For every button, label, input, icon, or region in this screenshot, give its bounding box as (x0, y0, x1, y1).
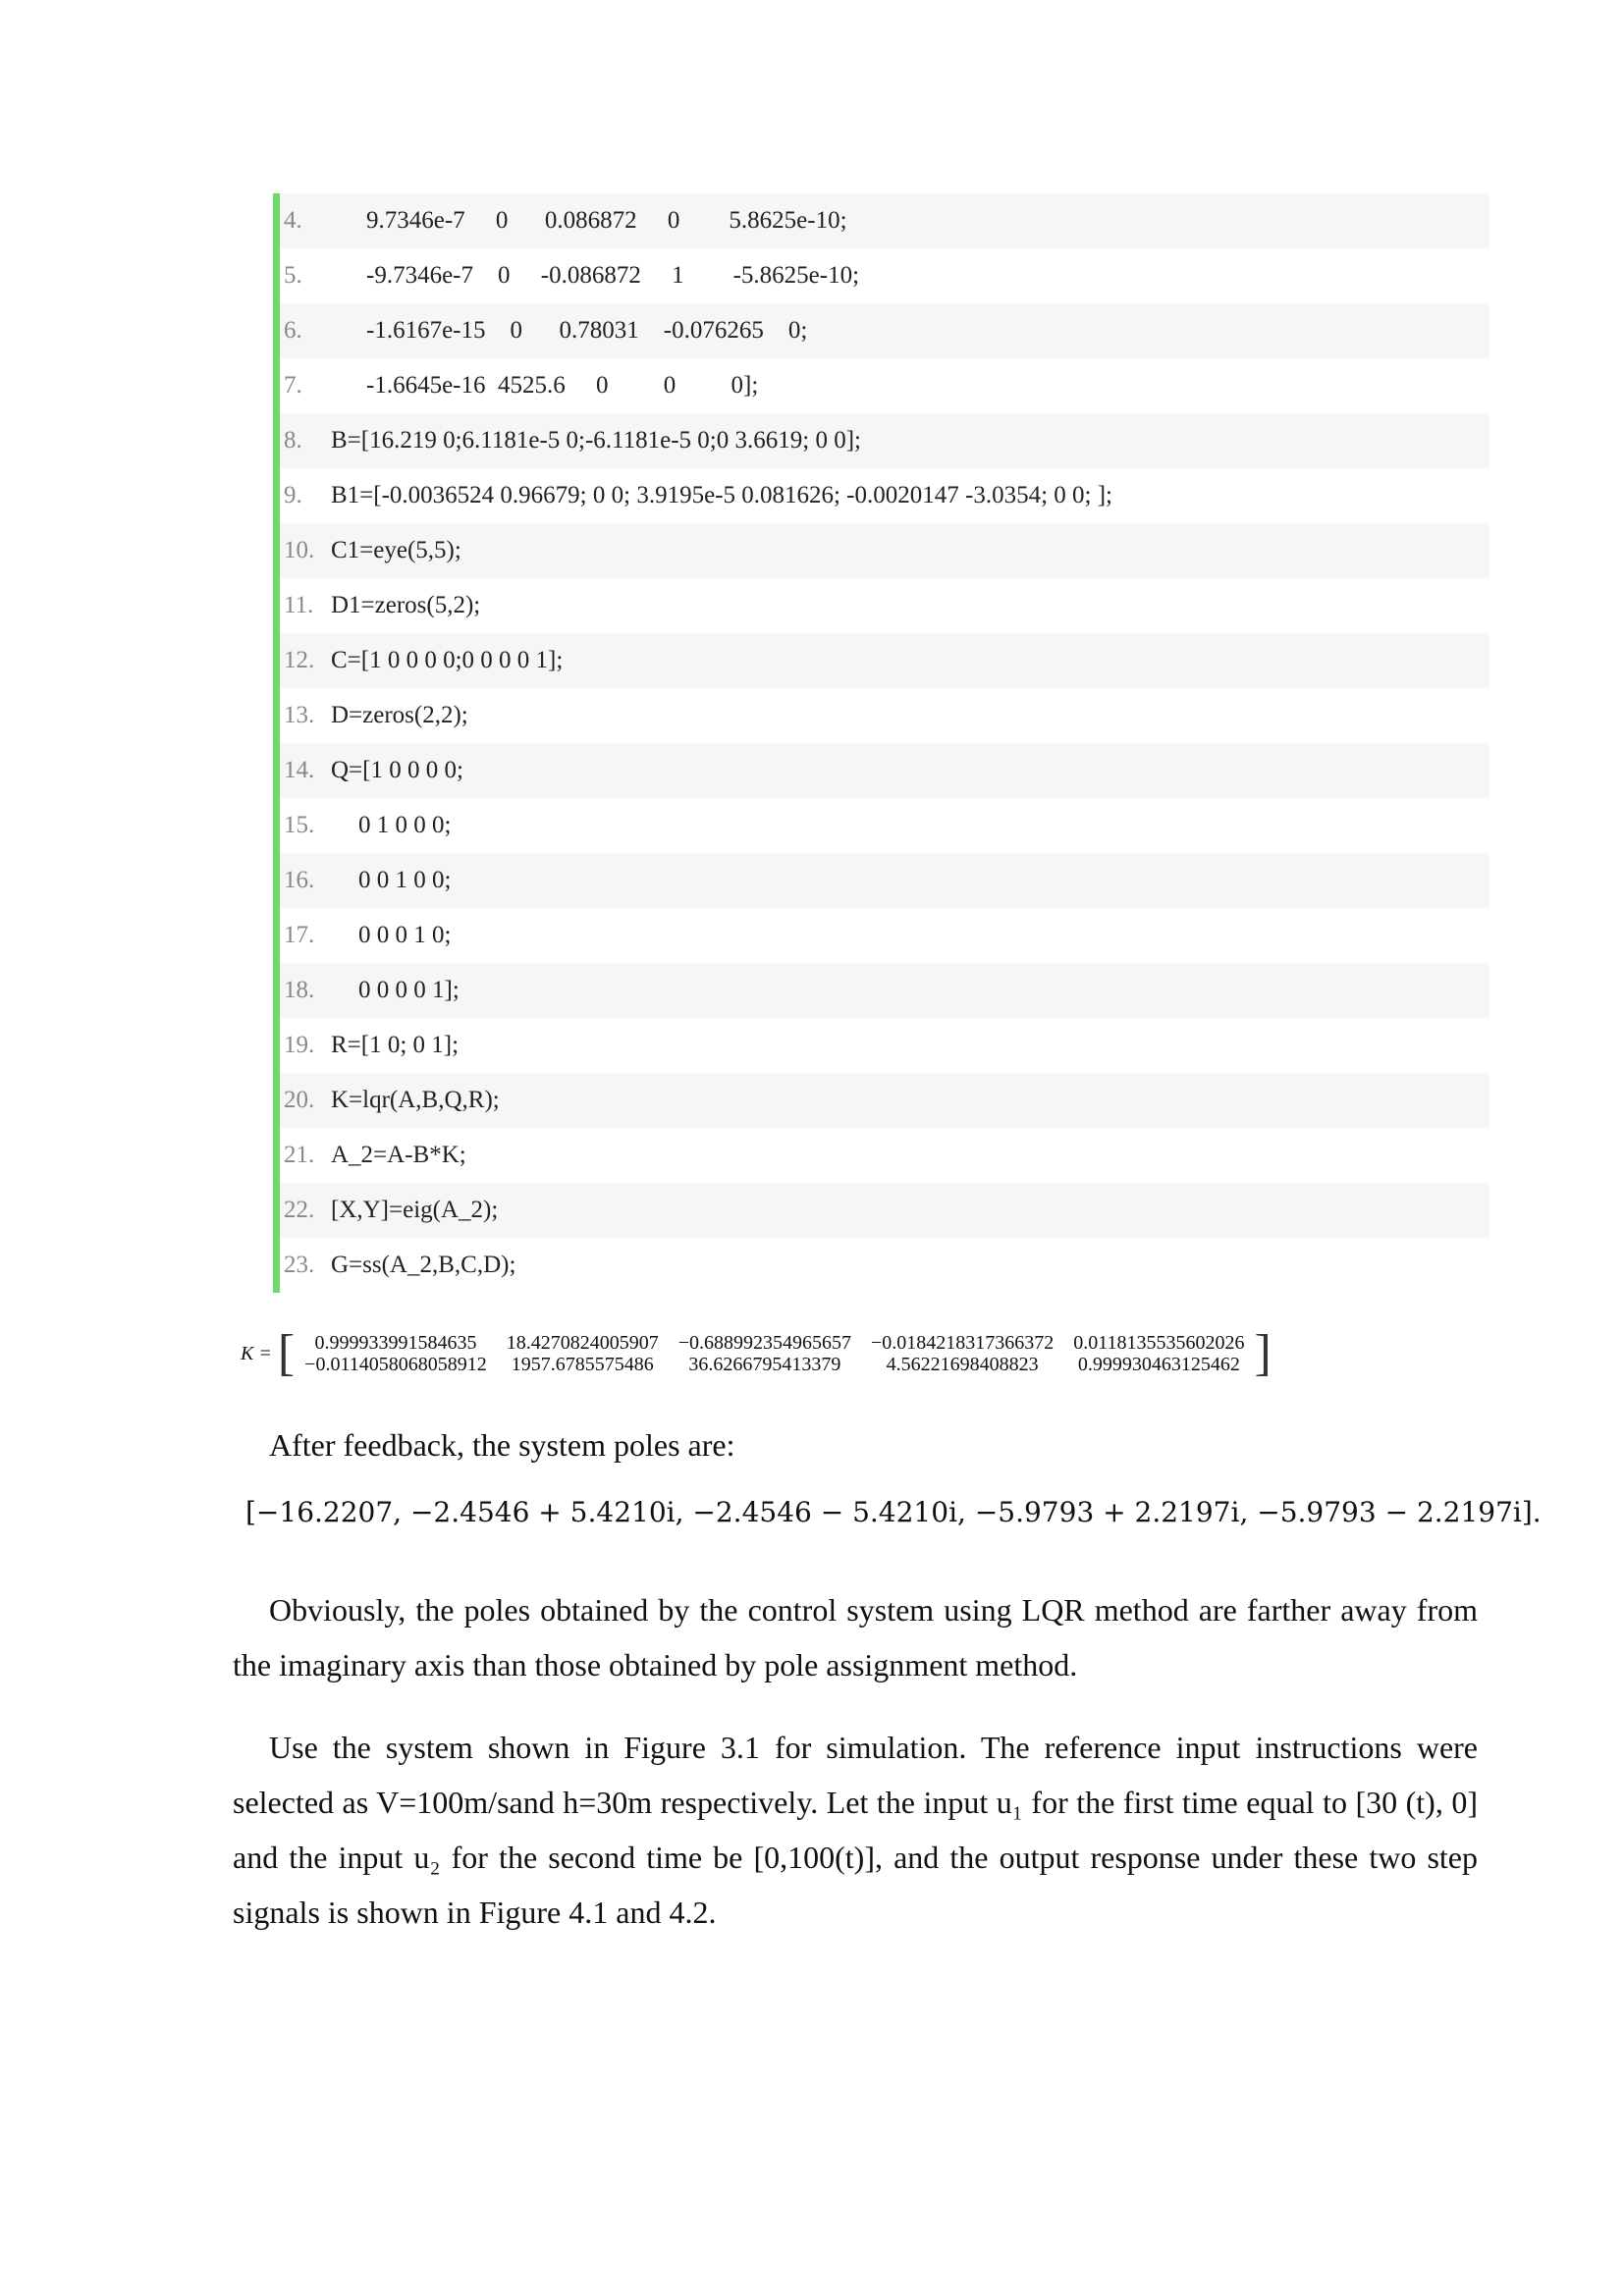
line-number: 9. (284, 482, 302, 508)
code-text: B=[16.219 0;6.1181e-5 0;-6.1181e-5 0;0 3.6619; 0 0]; (331, 427, 861, 454)
line-number: 7. (284, 372, 302, 399)
line-number: 14. (284, 757, 315, 783)
code-block (273, 193, 1489, 1293)
k-matrix-cell: 36.6266795413379 (688, 1354, 841, 1375)
code-line (280, 1238, 1489, 1293)
right-bracket: ] (1254, 1325, 1272, 1381)
code-line (280, 248, 1489, 303)
poles-equation: [−16.2207, −2.4546 + 5.4210i, −2.4546 − 5.4210i, −5.9793 + 2.2197i, −5.9793 − 2.2197i]. (245, 1496, 1542, 1528)
line-number: 13. (284, 702, 315, 728)
code-line (280, 743, 1489, 798)
code-line (280, 798, 1489, 853)
k-matrix-row (295, 1332, 1254, 1354)
k-matrix-cell: 0.999933991584635 (314, 1332, 477, 1354)
code-line (280, 523, 1489, 578)
k-matrix-cell: 0.999930463125462 (1077, 1354, 1240, 1375)
k-matrix-row (295, 1354, 1254, 1375)
line-number: 8. (284, 427, 302, 454)
line-number: 17. (284, 922, 315, 948)
k-matrix-cell: −0.688992354965657 (677, 1332, 851, 1354)
code-text: G=ss(A_2,B,C,D); (331, 1252, 516, 1278)
code-text: D=zeros(2,2); (331, 702, 468, 728)
code-text: Q=[1 0 0 0 0; (331, 757, 463, 783)
line-number: 12. (284, 647, 315, 673)
code-line (280, 578, 1489, 633)
k-matrix-cell: 4.56221698408823 (886, 1354, 1039, 1375)
code-text: C=[1 0 0 0 0;0 0 0 0 1]; (331, 647, 564, 673)
left-bracket: [ (277, 1325, 296, 1381)
line-number: 23. (284, 1252, 315, 1278)
code-text: B1=[-0.0036524 0.96679; 0 0; 3.9195e-5 0.081626; -0.0020147 -3.0354; 0 0; ]; (331, 482, 1112, 508)
code-text: -9.7346e-7 0 -0.086872 1 -5.8625e-10; (366, 262, 860, 289)
k-matrix-cell: −0.0114058068058912 (304, 1354, 487, 1375)
line-number: 21. (284, 1142, 315, 1168)
k-matrix-label: K = (241, 1342, 272, 1364)
line-number: 5. (284, 262, 302, 289)
code-text: [X,Y]=eig(A_2); (331, 1197, 499, 1223)
line-number: 10. (284, 537, 315, 563)
line-number: 11. (284, 592, 314, 618)
line-number: 6. (284, 317, 302, 344)
code-line (280, 1073, 1489, 1128)
code-line (280, 1128, 1489, 1183)
code-line (280, 413, 1489, 468)
line-number: 20. (284, 1087, 315, 1113)
k-matrix-cell: −0.0184218317366372 (871, 1332, 1055, 1354)
code-line (280, 358, 1489, 413)
paragraph-comparison: Obviously, the poles obtained by the control system using LQR method are farther away from the imaginary axis than those obtained by pole assignment method. (233, 1592, 1478, 1682)
code-line (280, 853, 1489, 908)
code-line (280, 688, 1489, 743)
code-line (280, 303, 1489, 358)
code-line (280, 963, 1489, 1018)
k-matrix-cell: 18.4270824005907 (506, 1332, 659, 1354)
k-matrix-cell: 1957.6785575486 (511, 1354, 654, 1375)
k-matrix-cell: 0.0118135535602026 (1073, 1332, 1245, 1354)
code-text: 0 0 0 1 0; (358, 922, 452, 948)
line-number: 18. (284, 977, 315, 1003)
line-number: 15. (284, 812, 315, 838)
line-number: 19. (284, 1032, 315, 1058)
code-line (280, 193, 1489, 248)
code-line (280, 1183, 1489, 1238)
line-number: 4. (284, 207, 302, 234)
line-number: 16. (284, 867, 315, 893)
code-text: D1=zeros(5,2); (331, 592, 481, 618)
code-line (280, 468, 1489, 523)
code-text: C1=eye(5,5); (331, 537, 461, 563)
code-text: -1.6645e-16 4525.6 0 0 0]; (366, 372, 759, 399)
code-text: 9.7346e-7 0 0.086872 0 5.8625e-10; (366, 207, 847, 234)
code-text: K=lqr(A,B,Q,R); (331, 1087, 500, 1113)
code-text: -1.6167e-15 0 0.78031 -0.076265 0; (366, 317, 808, 344)
code-line (280, 908, 1489, 963)
code-text: A_2=A-B*K; (331, 1142, 466, 1168)
code-line (280, 633, 1489, 688)
code-line (280, 1018, 1489, 1073)
paragraph-poles-intro: After feedback, the system poles are: (269, 1427, 735, 1463)
k-matrix-table (295, 1332, 1254, 1375)
paragraph-simulation: Use the system shown in Figure 3.1 for simulation. The reference input instructions were selected as V=100m/sand h=30m respectively. Let the input u₁ for the first time equal to [30 (t), 0] and the input u₂ for the second time be [0,100(t)], and the output response under these two step signals is shown in Figure 4.1 and 4.2. (233, 1730, 1478, 1930)
k-matrix (241, 1325, 1272, 1381)
code-text: 0 0 0 0 1]; (358, 977, 460, 1003)
code-text: 0 0 1 0 0; (358, 867, 452, 893)
code-text: 0 1 0 0 0; (358, 812, 452, 838)
code-text: R=[1 0; 0 1]; (331, 1032, 460, 1058)
line-number: 22. (284, 1197, 315, 1223)
